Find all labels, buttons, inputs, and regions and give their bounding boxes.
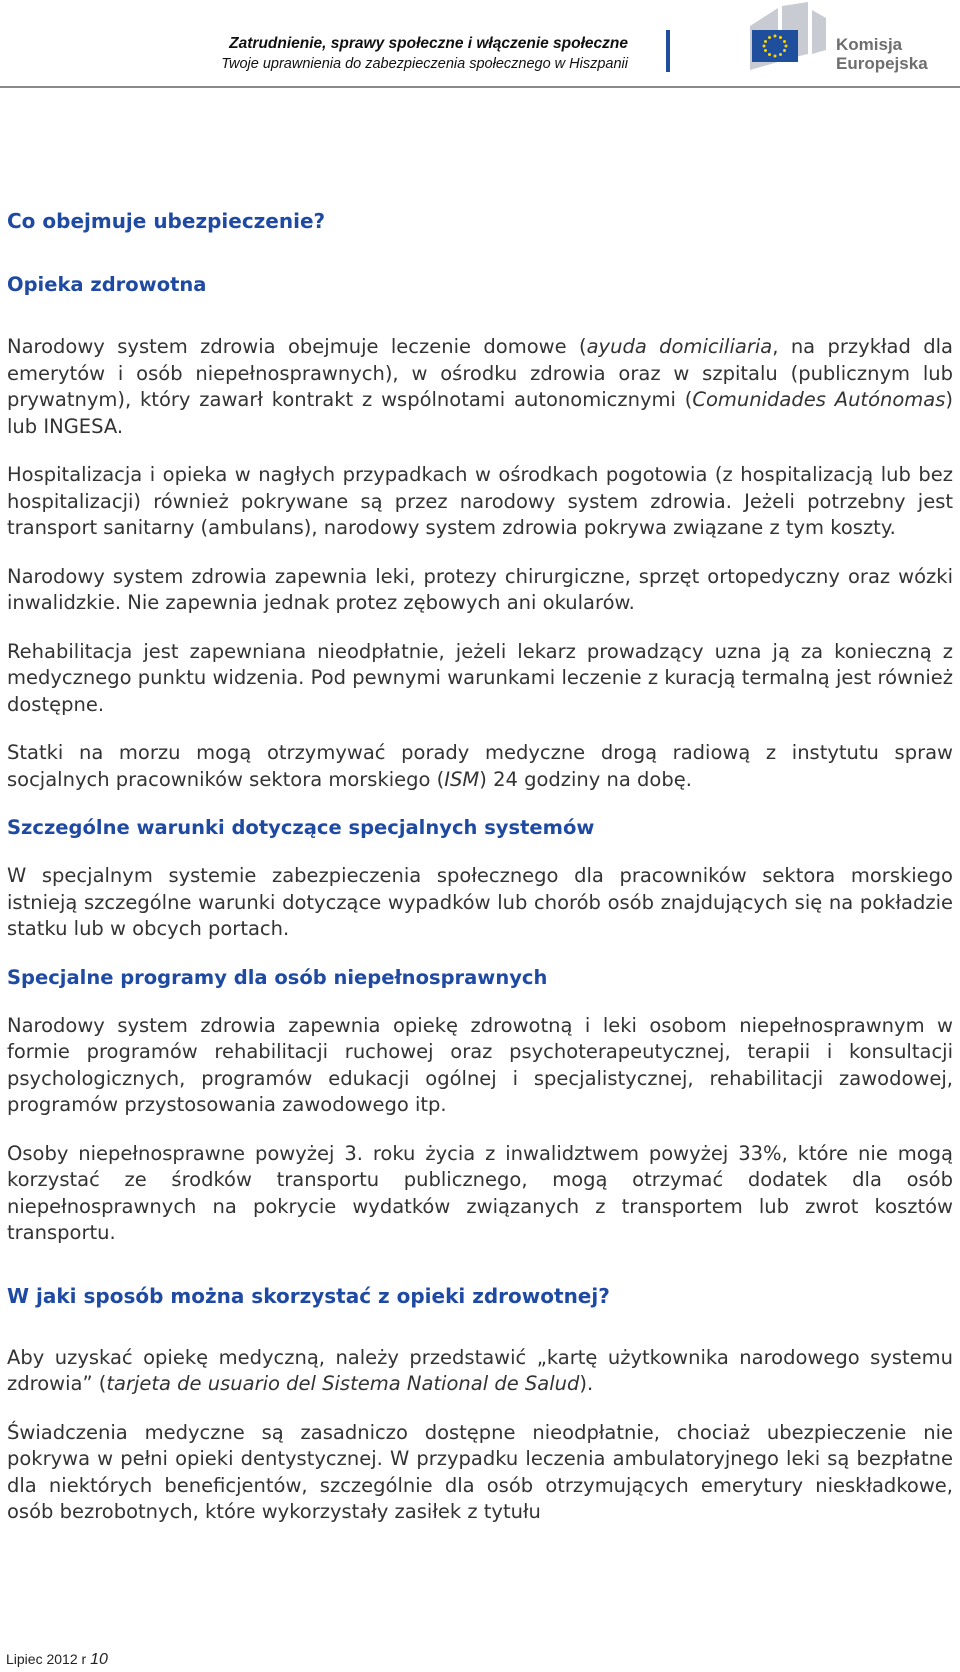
text-run: ) 24 godziny na dobę. (479, 767, 692, 791)
header-rule (0, 86, 960, 88)
header-divider-bar (666, 30, 670, 72)
italic-term: Comunidades Autónomas (692, 388, 946, 411)
paragraph: Świadczenia medyczne są zasadniczo dostępne nieodpłatnie, chociaż ubezpieczenie nie pokrywa w pełni opieki dentystycznej. W przypadku leczenia ambulatoryjnego leki są bezpłatne dla niektórych beneficjentów, szczególnie dla osób otrzymujących emerytury nieskładkowe, osób bezrobotnych, które wykorzystały zasiłek z tytułu (7, 1420, 953, 1523)
header-subtitle: Twoje uprawnienia do zabezpieczenia społecznego w Hiszpanii (221, 56, 628, 72)
section-heading: Co obejmuje ubezpieczenie? (7, 209, 326, 233)
section-heading: W jaki sposób można skorzystać z opieki zdrowotnej? (7, 1283, 610, 1308)
section-heading: Szczególne warunki dotyczące specjalnych systemów (7, 816, 595, 839)
text-run: ). (579, 1372, 594, 1395)
paragraph (7, 740, 953, 793)
eu-flag-icon (752, 30, 798, 62)
header-text (198, 34, 628, 74)
paragraph (7, 1345, 953, 1398)
section-heading: Specjalne programy dla osób niepełnosprawnych (7, 965, 548, 989)
paragraph: Rehabilitacja jest zapewniana nieodpłatnie, jeżeli lekarz prowadzący uzna ją za konieczną z medycznego punktu widzenia. Pod pewnymi warunkami leczenie z kuracją termalną jest również dostępne. (7, 639, 953, 716)
italic-term: ISM (444, 767, 480, 791)
document-body (7, 186, 953, 1526)
text-run: Statki na morzu mogą otrzymywać porady medyczne drogą radiową z instytutu spraw socjalnych pracowników sektora morskiego ( (7, 741, 953, 791)
page-header (0, 0, 960, 90)
logo-text-line1: Komisja (836, 35, 903, 54)
italic-term: tarjeta de usuario del Sistema National de Salud (106, 1372, 580, 1395)
logo-text-line2: Europejska (836, 54, 928, 73)
paragraph: Hospitalizacja i opieka w nagłych przypadkach w ośrodkach pogotowia (z hospitalizacją lub bez hospitalizacji) również pokrywane są przez narodowy system zdrowia. Jeżeli potrzebny jest transport sanitarny (ambulans), narodowy system zdrowia pokrywa związane z tym koszty. (7, 463, 953, 539)
paragraph (7, 334, 953, 440)
paragraph: W specjalnym systemie zabezpieczenia społecznego dla pracowników sektora morskiego istnieją szczególne warunki dotyczące wypadków lub chorób osób znajdujących się na pokładzie statku lub w obcych portach. (7, 864, 953, 940)
section-heading: Opieka zdrowotna (7, 273, 207, 296)
text-run: Narodowy system zdrowia obejmuje leczenie domowe ( (7, 335, 587, 358)
header-title: Zatrudnienie, sprawy społeczne i włączenie społeczne (229, 35, 628, 52)
italic-term: ayuda domiciliaria (586, 335, 773, 358)
paragraph: Narodowy system zdrowia zapewnia leki, protezy chirurgiczne, sprzęt ortopedyczny oraz wózki inwalidzkie. Nie zapewnia jednak protez zębowych ani okularów. (7, 564, 953, 614)
paragraph: Narodowy system zdrowia zapewnia opiekę zdrowotną i leki osobom niepełnosprawnym w formie programów rehabilitacji ruchowej oraz psychoterapeutycznej, terapii i konsultacji psychologicznych, programów edukacji ogólnej i specjalistycznej, rehabilitacji zawodowej, programów przystosowania zawodowego itp. (7, 1013, 953, 1116)
footer-date: Lipiec 2012 (6, 1651, 78, 1667)
page-footer (6, 1651, 108, 1669)
text-run: , na przykład dla emerytów i osób niepełnosprawnych), w ośrodku zdrowia oraz w szpitalu (publicznym lub prywatnym), który zawarł kontrakt z wspólnotami autonomicznymi ( (7, 335, 953, 411)
text-run: ) lub INGESA. (7, 388, 954, 438)
footer-r: r (81, 1651, 87, 1667)
paragraph: Osoby niepełnosprawne powyżej 3. roku życia z inwalidztwem powyżej 33%, które nie mogą korzystać ze środków transportu publicznego, mogą otrzymać dodatek dla osób niepełnosprawnych na pokrycie wydatków związanych z transportem lub zwrot kosztów transportu. (7, 1141, 953, 1244)
page-number: 10 (90, 1651, 108, 1668)
text-run: Aby uzyskać opiekę medyczną, należy przedstawić „kartę użytkownika narodowego systemu zdrowia” ( (7, 1345, 953, 1395)
european-commission-logo (748, 0, 954, 80)
